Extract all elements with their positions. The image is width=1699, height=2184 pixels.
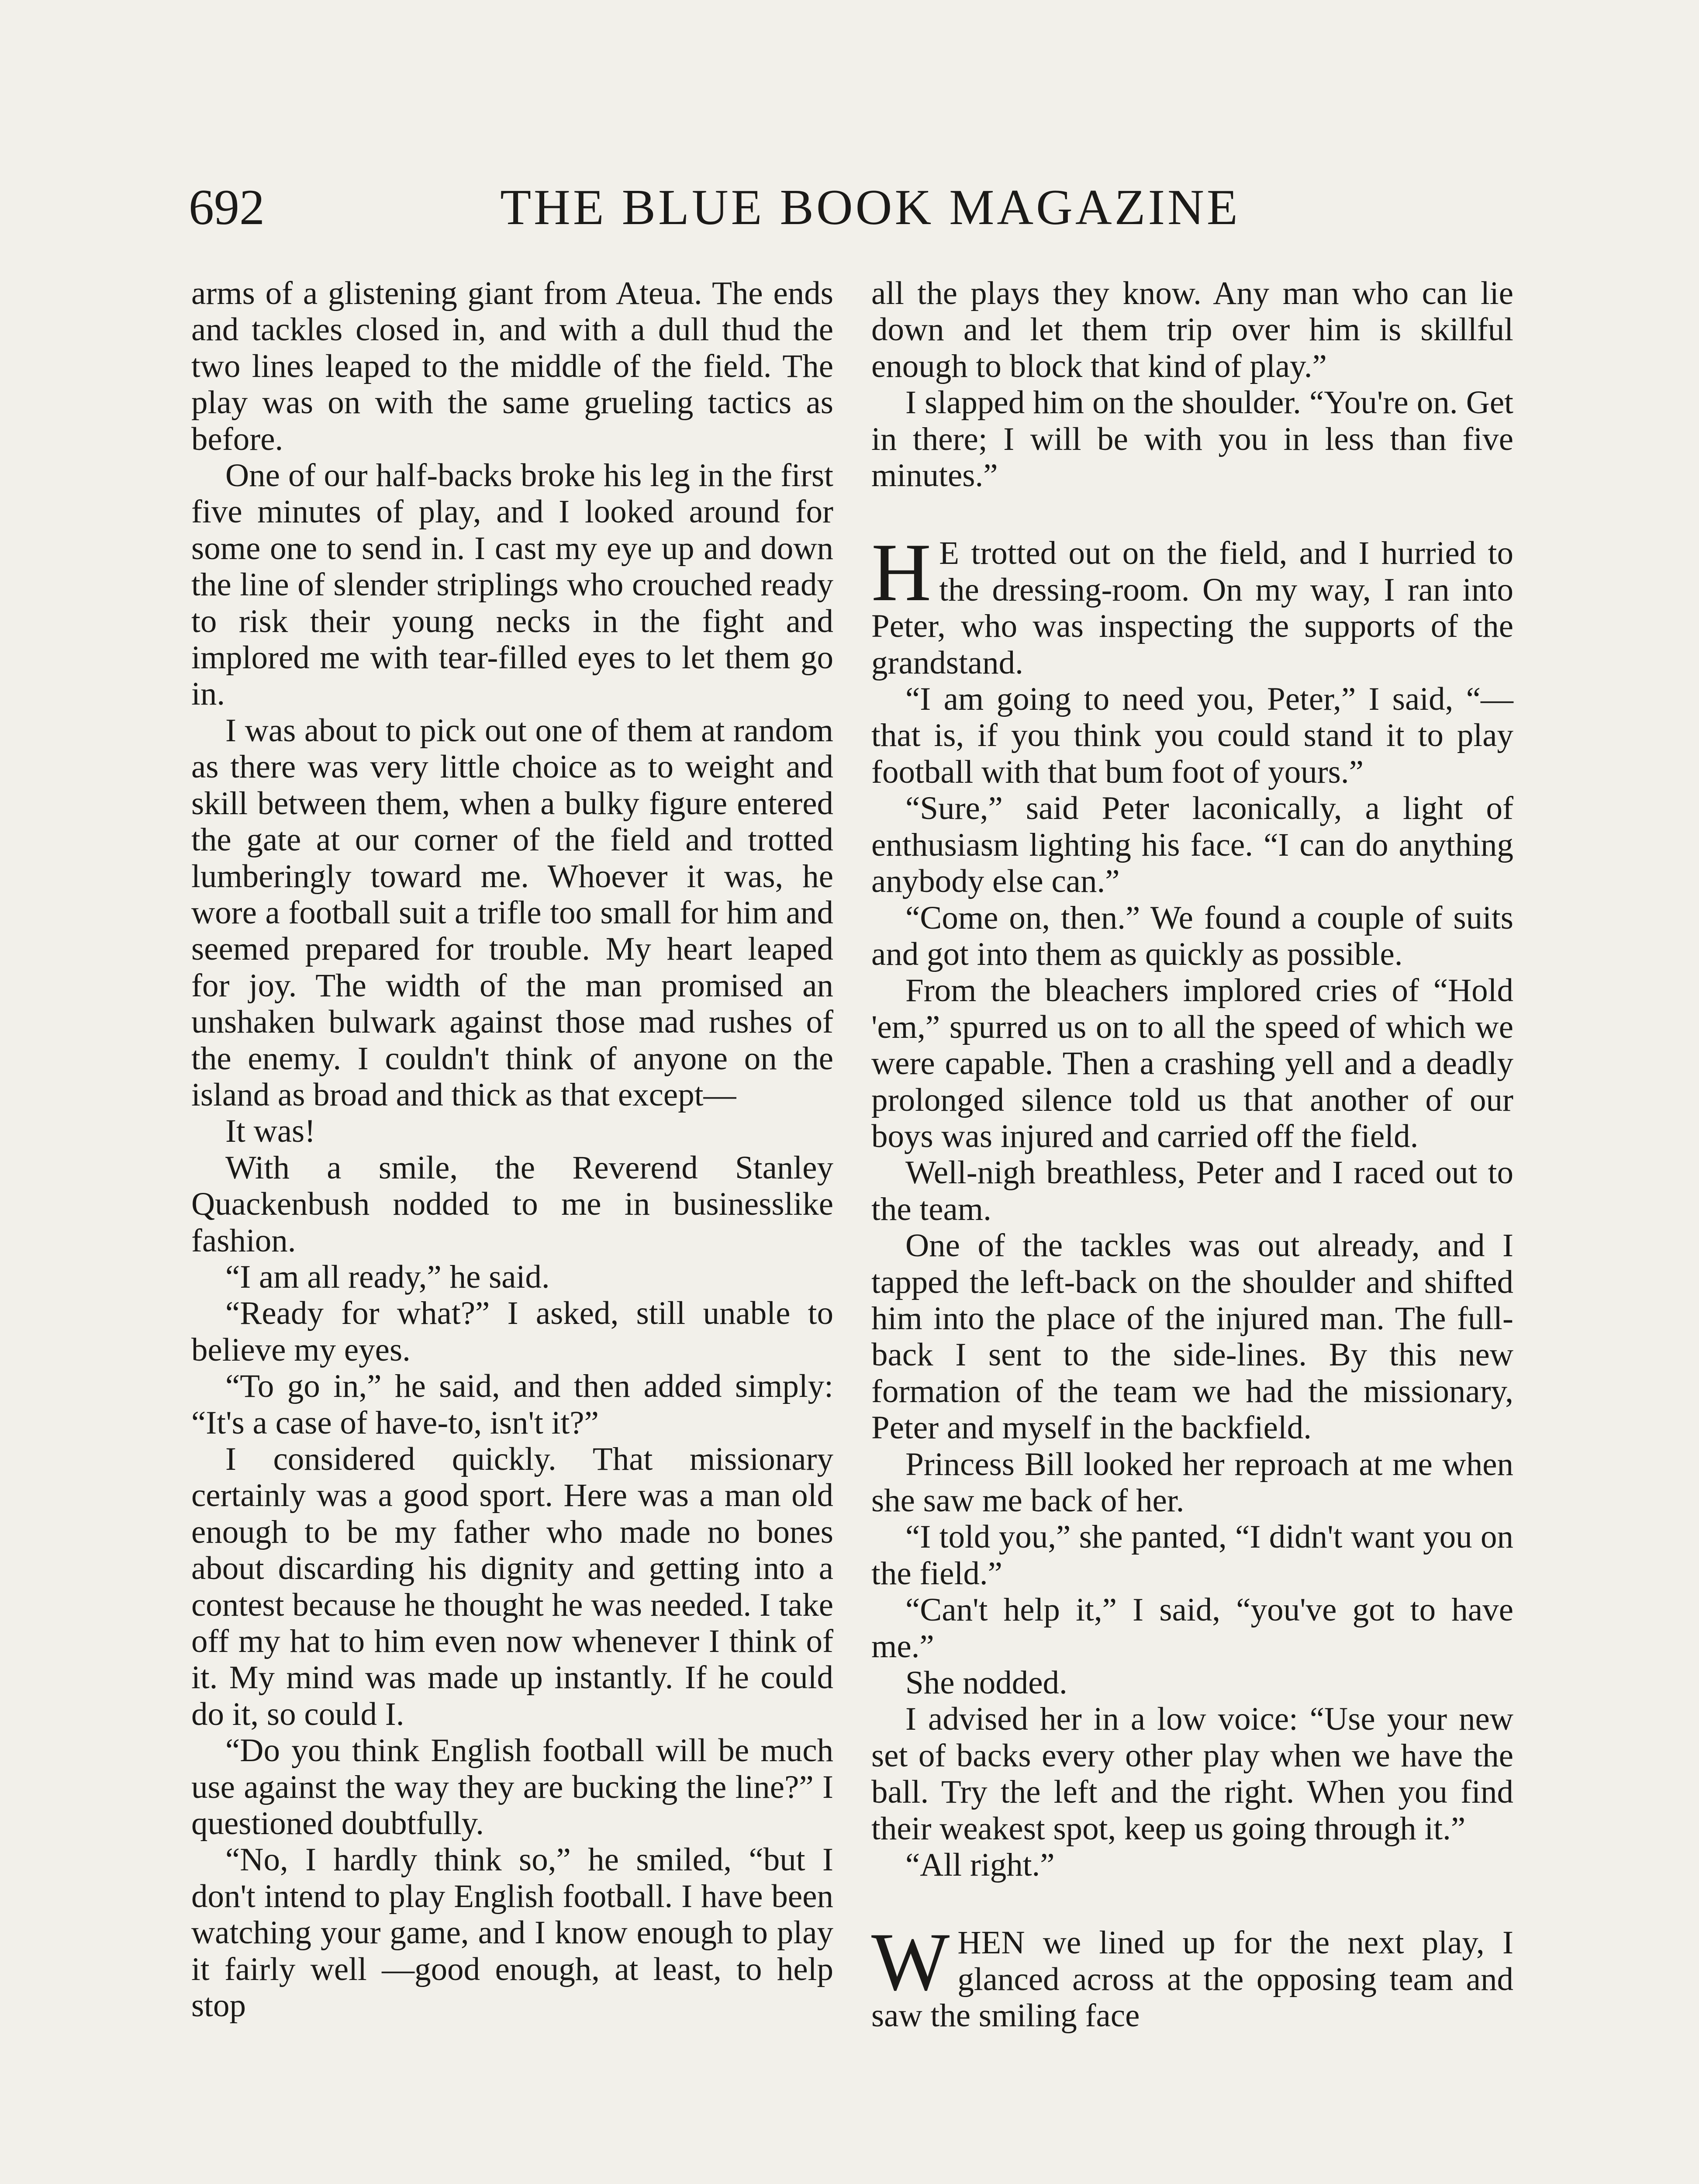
paragraph: “Come on, then.” We found a couple of suits and got into them as quickly as possible. xyxy=(871,899,1513,972)
section-opening-paragraph xyxy=(871,527,1513,681)
paragraph: “I am all ready,” he said. xyxy=(225,1258,550,1295)
paragraph: “Sure,” said Peter laconically, a light of enthusiasm lighting his face. “I can do anything anybody else can.” xyxy=(871,790,1513,900)
paragraph: With a smile, the Reverend Stanley Quackenbush nodded to me in businesslike fashion. xyxy=(191,1149,833,1259)
paragraph: She nodded. xyxy=(905,1665,1067,1701)
paragraph: I advised her in a low voice: “Use your new set of backs every other play when we have the ball. Try the left and the right. When you find their weakest spot, keep us going through it.” xyxy=(871,1701,1513,1847)
paragraph-text: E trotted out on the field, and I hurried to the dressing-room. On my way, I ran into Peter, who was inspecting the supports of the grandstand. xyxy=(871,535,1513,681)
paragraph: I was about to pick out one of them at random as there was very little choice as to weight and skill between them, when a bulky figure entered the gate at our corner of the field and trotted lumberingly toward me. Whoever it was, he wore a football suit a trifle too small for him and seemed prepared for trouble. My heart leaped for joy. The width of the man promised an unshaken bulwark against those mad rushes of the enemy. I couldn't think of anyone on the island as broad and thick as that except— xyxy=(191,712,833,1113)
paragraph: arms of a glistening giant from Ateua. The ends and tackles closed in, and with a dull thud the two lines leaped to the middle of the field. The play was on with the same grueling tactics as before. xyxy=(191,275,833,457)
paragraph: I considered quickly. That missionary certainly was a good sport. Here was a man old enough to be my father who made no bones about discarding his dignity and getting into a contest because he thought he was needed. I take off my hat to him even now whenever I think of it. My mind was made up instantly. If he could do it, so could I. xyxy=(191,1441,833,1732)
section-opening-paragraph xyxy=(871,1916,1513,2034)
paragraph: all the plays they know. Any man who can lie down and let them trip over him is skillful enough to block that kind of play.” xyxy=(871,275,1513,384)
running-title: THE BLUE BOOK MAGAZINE xyxy=(500,180,1240,235)
paragraph: “Ready for what?” I asked, still unable to believe my eyes. xyxy=(191,1295,833,1368)
paragraph: “Can't help it,” I said, “you've got to have me.” xyxy=(871,1592,1513,1665)
drop-cap: H xyxy=(871,527,932,619)
left-column xyxy=(191,275,833,2024)
paragraph: “Do you think English football will be much use against the way they are bucking the line?” I questioned doubtfully. xyxy=(191,1732,833,1842)
page-number: 692 xyxy=(189,180,265,235)
paragraph: One of our half-backs broke his leg in the first five minutes of play, and I looked around for some one to send in. I cast my eye up and down the line of slender striplings who crouched ready to risk their young necks in the fight and implored me with tear-filled eyes to let them go in. xyxy=(191,457,833,712)
paragraph: Well-nigh breathless, Peter and I raced out to the team. xyxy=(871,1154,1513,1227)
paragraph: “I am going to need you, Peter,” I said, “—that is, if you think you could stand it to play football with that bum foot of yours.” xyxy=(871,681,1513,790)
paragraph: “To go in,” he said, and then added simply: “It's a case of have-to, isn't it?” xyxy=(191,1368,833,1441)
paragraph-text: HEN we lined up for the next play, I glanced across at the opposing team and saw the smiling face xyxy=(871,1925,1513,2034)
paragraph: I slapped him on the shoulder. “You're on. Get in there; I will be with you in less than five minutes.” xyxy=(871,384,1513,494)
paragraph: It was! xyxy=(225,1113,316,1150)
drop-cap: W xyxy=(871,1916,950,2008)
paragraph: “I told you,” she panted, “I didn't want you on the field.” xyxy=(871,1519,1513,1592)
paragraph: “No, I hardly think so,” he smiled, “but I don't intend to play English football. I have been watching your game, and I know enough to play it fairly well —good enough, at least, to help stop xyxy=(191,1842,833,2024)
page-header xyxy=(0,177,1699,238)
paragraph: One of the tackles was out already, and I tapped the left-back on the shoulder and shifted him into the place of the injured man. The full-back I sent to the side-lines. By this new formation of the team we had the missionary, Peter and myself in the backfield. xyxy=(871,1227,1513,1446)
right-column xyxy=(871,275,1513,2034)
paragraph: Princess Bill looked her reproach at me when she saw me back of her. xyxy=(871,1446,1513,1519)
paragraph: From the bleachers implored cries of “Hold 'em,” spurred us on to all the speed of which we were capable. Then a crashing yell and a deadly prolonged silence told us that another of our boys was injured and carried off the field. xyxy=(871,972,1513,1154)
paragraph: “All right.” xyxy=(905,1847,1055,1883)
